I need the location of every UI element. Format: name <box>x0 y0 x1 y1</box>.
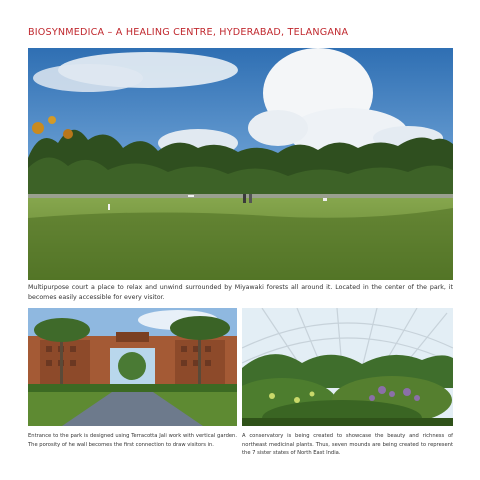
multipurpose-court-image <box>28 48 453 280</box>
entrance-gate-image <box>28 308 237 426</box>
conservatory-image <box>242 308 453 426</box>
multipurpose-court-caption: Multipurpose court a place to relax and unwind surrounded by Miyawaki forests all around it. Located in the center of the park, it becomes easily accessible for every visitor. <box>28 284 453 301</box>
conservatory-caption: A conservatory is being created to showcase the beauty and richness of northeast medicinal plants. Thus, seven mounds are being created to represent the 7 sister states of North East India. <box>242 433 453 457</box>
page-title: BIOSYNMEDICA – A HEALING CENTRE, HYDERABAD, TELANGANA <box>28 27 349 38</box>
entrance-gate-caption: Entrance to the park is designed using Terracotta Jali work with vertical garden. The porosity of he wall becomes the first connection to draw visitors in. <box>28 433 237 448</box>
